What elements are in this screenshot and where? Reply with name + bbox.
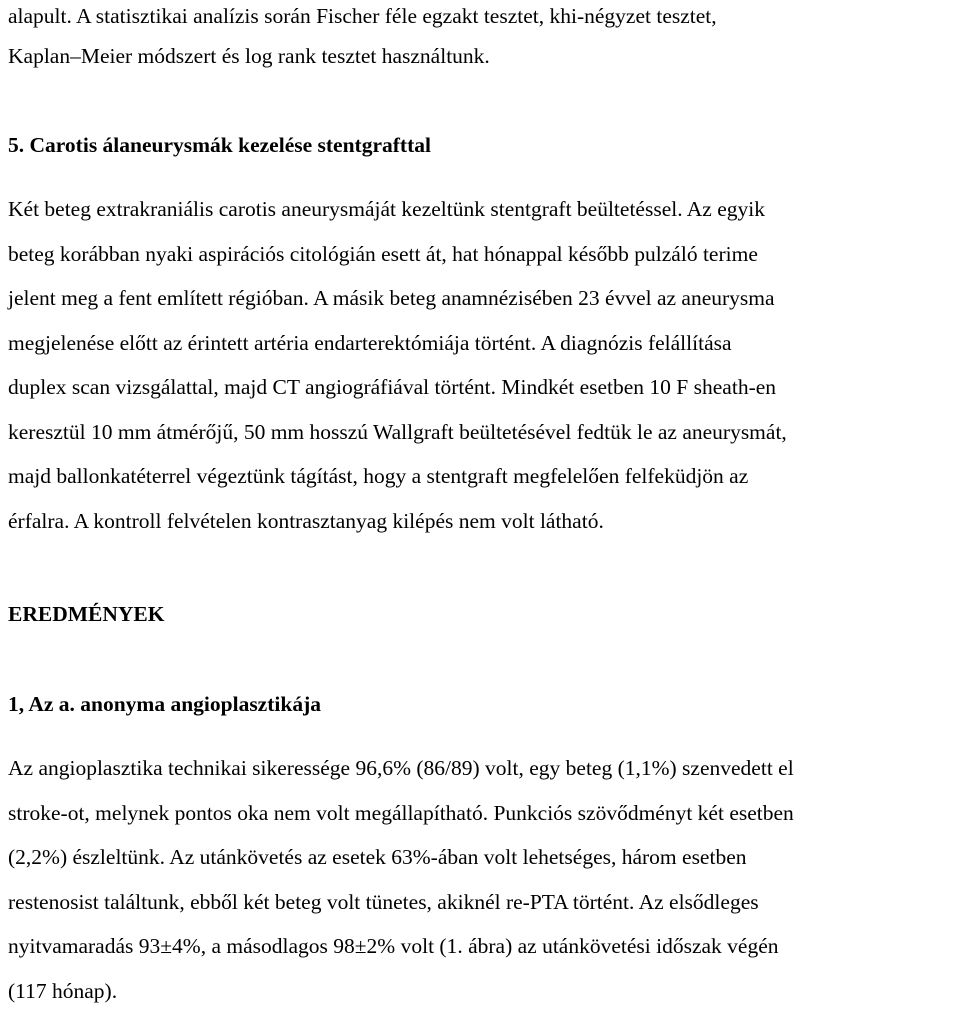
results-line-5: nyitvamaradás 93±4%, a másodlagos 98±2% volt (1. ábra) az utánkövetési időszak végén (8, 934, 779, 958)
section5-line-1: Két beteg extrakraniális carotis aneurysmáját kezeltünk stentgraft beültetéssel. Az egyik (8, 197, 765, 221)
intro-line-1: alapult. A statisztikai analízis során Fischer féle egzakt tesztet, khi-négyzet tesztet, (8, 4, 717, 28)
intro-line-2: Kaplan–Meier módszert és log rank tesztet használtunk. (8, 44, 490, 68)
results-line-1: Az angioplasztika technikai sikeressége 96,6% (86/89) volt, egy beteg (1,1%) szenvedett el (8, 756, 794, 780)
section5-line-8: érfalra. A kontroll felvételen kontrasztanyag kilépés nem volt látható. (8, 509, 604, 533)
results-line-6: (117 hónap). (8, 979, 118, 1003)
results-subheading: 1, Az a. anonyma angioplasztikája (8, 692, 321, 716)
section5-line-5: duplex scan vizsgálattal, majd CT angiográfiával történt. Mindkét esetben 10 F sheath-en (8, 375, 777, 399)
results-heading: EREDMÉNYEK (8, 602, 165, 626)
section5-line-7: majd ballonkatéterrel végeztünk tágítást, hogy a stentgraft megfelelően felfeküdjön az (8, 464, 749, 488)
section-heading-carotis: 5. Carotis álaneurysmák kezelése stentgrafttal (8, 133, 431, 157)
results-line-4: restenosist találtunk, ebből két beteg volt tünetes, akiknél re-PTA történt. Az elsődleges (8, 890, 759, 914)
section5-line-4: megjelenése előtt az érintett artéria endarterektómiája történt. A diagnózis felállítása (8, 331, 732, 355)
section5-line-6: keresztül 10 mm átmérőjű, 50 mm hosszú Wallgraft beültetésével fedtük le az aneurysmát, (8, 420, 787, 444)
results-line-2: stroke-ot, melynek pontos oka nem volt megállapítható. Punkciós szövődményt két esetben (8, 801, 794, 825)
results-line-3: (2,2%) észleltünk. Az utánkövetés az esetek 63%-ában volt lehetséges, három esetben (8, 845, 747, 869)
section5-line-3: jelent meg a fent említett régióban. A másik beteg anamnézisében 23 évvel az aneurysma (8, 286, 775, 310)
section5-line-2: beteg korábban nyaki aspirációs citológián esett át, hat hónappal később pulzáló terime (8, 242, 758, 266)
